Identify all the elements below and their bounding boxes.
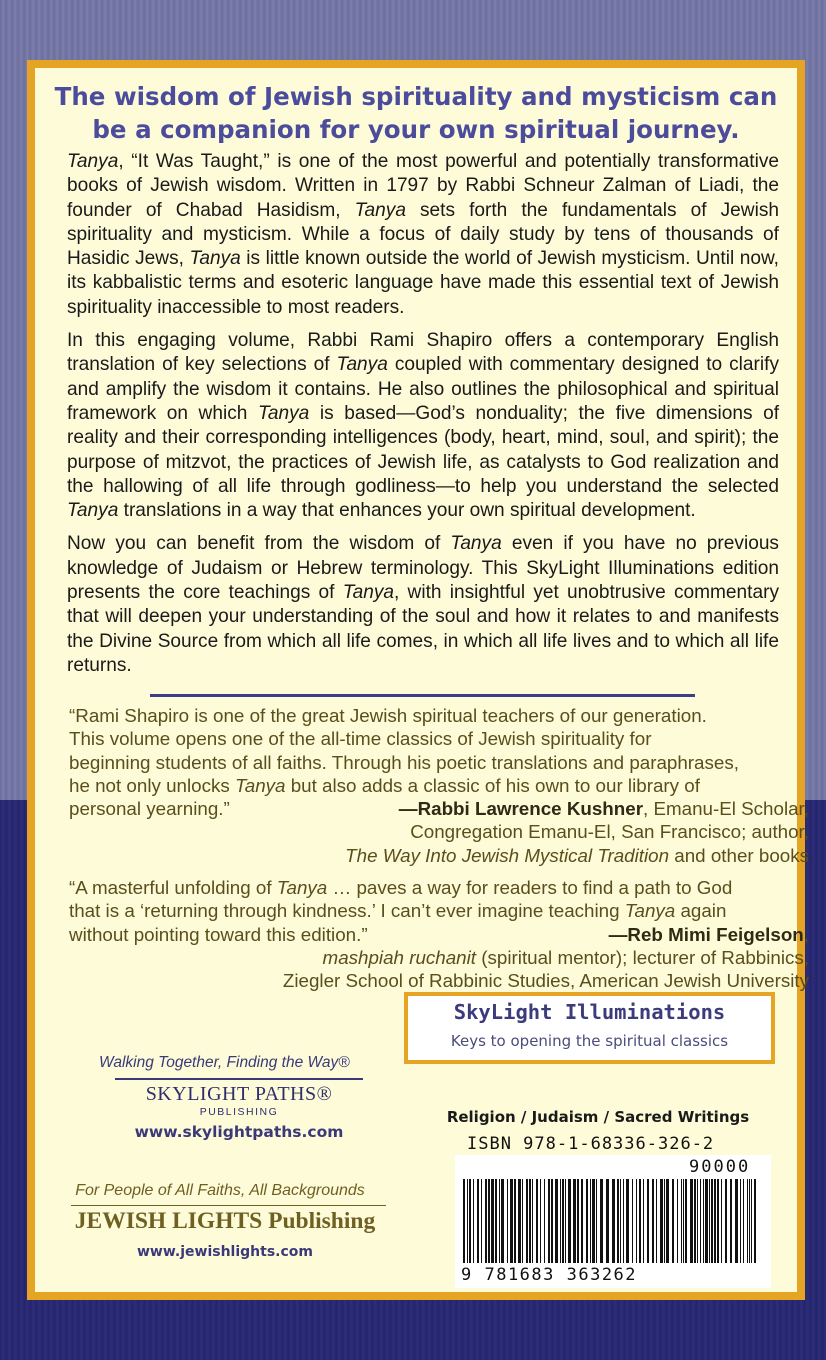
cover-panel	[27, 60, 809, 1300]
barcode-bar	[666, 1179, 669, 1263]
barcode-bar	[544, 1179, 545, 1263]
barcode-bar	[526, 1179, 528, 1263]
barcode-digits: 9 781683 363262	[461, 1265, 638, 1285]
series-logo-box	[404, 992, 775, 1064]
book-title: Tanya	[450, 533, 502, 555]
barcode-bar	[612, 1179, 615, 1263]
book-title: Tanya	[257, 402, 310, 424]
jewish-lights-logo: JEWISH LIGHTS Publishing	[74, 1208, 376, 1234]
book-title: Tanya	[67, 151, 119, 172]
barcode-bar	[705, 1179, 708, 1263]
barcode-price-code: 90000	[689, 1157, 751, 1177]
barcode-bar	[636, 1179, 637, 1263]
book-title: Tanya	[342, 582, 395, 604]
skylight-paths-logo: SKYLIGHT PATHS®	[145, 1083, 333, 1105]
barcode-bar	[620, 1179, 621, 1263]
endorser-attribution: —Rabbi Lawrence Kushner, Emanu-El Scholar,	[398, 798, 809, 820]
barcode-bar	[540, 1179, 541, 1263]
endorsement-feigelson: “A masterful unfolding of Tanya … paves a way for readers to find a path to God that is a ‘returning through kindness.’ I can’t ever imagine teaching Tanya again without pointing toward this edition.” —Reb Mimi Feigelson, mashpiah ruchanit (spiritual mentor); lecturer of Rabbinics, Ziegler School of Rabbinic Studies, American Jewish University	[69, 877, 809, 992]
barcode-bar	[551, 1179, 553, 1263]
barcode-bar	[647, 1179, 649, 1263]
barcode-bar	[709, 1179, 710, 1263]
barcode-bar	[606, 1179, 609, 1263]
barcode-bar	[565, 1179, 566, 1263]
barcode-bar	[548, 1179, 550, 1263]
barcode-bar	[656, 1179, 657, 1263]
barcode-bar	[488, 1179, 490, 1263]
barcode-bar	[711, 1179, 713, 1263]
barcode-bar	[536, 1179, 538, 1263]
barcode-bar	[577, 1179, 579, 1263]
barcode-bar	[529, 1179, 531, 1263]
barcode-bar	[694, 1179, 696, 1263]
barcode-bar	[672, 1179, 674, 1263]
headline	[35, 80, 797, 146]
barcode-bar	[518, 1179, 521, 1263]
barcode-bar	[522, 1179, 523, 1263]
barcode-bar	[664, 1179, 665, 1263]
series-title: SkyLight Illuminations	[453, 1000, 726, 1024]
barcode-bar	[743, 1179, 744, 1263]
barcode-bar	[660, 1179, 663, 1263]
barcode-bar	[632, 1179, 633, 1263]
barcode-bar	[677, 1179, 678, 1263]
barcode-bar	[730, 1179, 732, 1263]
barcode-bar	[491, 1179, 494, 1263]
barcode-bar	[717, 1179, 719, 1263]
endorsement-kushner: “Rami Shapiro is one of the great Jewish spiritual teachers of our generation. This volume opens one of the all-time classics of Jewish spirituality for beginning students of all faiths. Through his poetic translations and paraphrases, he not only unlocks Tanya but also adds a classic of his own to our library of personal yearning.” —Rabbi Lawrence Kushner, Emanu-El Scholar, Congregation Emanu-El, San Francisco; author, The Way Into Jewish Mystical Tradition and other books	[69, 705, 809, 866]
endorser-name: Reb Mimi Feigelson	[627, 923, 804, 945]
isbn-text: ISBN 978-1-68336-326-2	[467, 1134, 715, 1154]
barcode-bar	[740, 1179, 741, 1263]
barcode-bar	[685, 1179, 687, 1263]
barcode-bar	[568, 1179, 571, 1263]
barcode-bar	[590, 1179, 591, 1263]
barcode-bar	[495, 1179, 497, 1263]
barcode-bar	[747, 1179, 748, 1263]
barcode-bar	[725, 1179, 727, 1263]
barcode-bar	[507, 1179, 508, 1263]
barcode-bar	[473, 1179, 474, 1263]
description-paragraph-1: Tanya, “It Was Taught,” is one of the most powerful and potentially transformative books of Jewish wisdom. Written in 1797 by Rabbi Schneur Zalman of Liadi, the founder of Chabad Hasidism, Tanya sets forth the fundamentals of Jewish spirituality and mysticism. While a focus of daily study by tens of thousands of Hasidic Jews, Tanya is little known outside the world of Jewish mysticism. Until now, its kabbalistic terms and esoteric language have made this essential text of Jewish spirituality inaccessible to most readers.	[67, 151, 779, 318]
barcode-bar	[681, 1179, 682, 1263]
barcode-bar	[749, 1179, 750, 1263]
barcode-bar	[532, 1179, 533, 1263]
barcode-bar	[639, 1179, 641, 1263]
barcode-bar	[469, 1179, 471, 1263]
barcode-bar	[721, 1179, 722, 1263]
series-subtitle: Keys to opening the spiritual classics	[450, 1032, 729, 1050]
barcode-bar	[703, 1179, 704, 1263]
jewish-lights-rule	[71, 1205, 386, 1206]
skylight-tagline: Walking Together, Finding the Way®	[99, 1054, 350, 1071]
description-paragraph-3: Now you can benefit from the wisdom of Tanya even if you have no previous knowledge of Judaism or Hebrew terminology. This SkyLight Illuminations edition presents the core teachings of Tanya, with insightful yet unobtrusive commentary that will deepen your understanding of the soul and how it relates to and manifests the Divine Source from which all life comes, in which all life lives and to which all life returns.	[67, 533, 779, 676]
barcode-bar	[467, 1179, 468, 1263]
book-title: Tanya	[67, 500, 119, 522]
barcode-bar	[683, 1179, 684, 1263]
barcode-bar	[735, 1179, 738, 1263]
barcode-bar	[581, 1179, 583, 1263]
jewish-lights-tagline: For People of All Faiths, All Backgrounds	[75, 1182, 365, 1199]
barcode-bar	[463, 1179, 465, 1263]
barcode-bar	[481, 1179, 482, 1263]
barcode-bar	[697, 1179, 698, 1263]
barcode-bar	[573, 1179, 576, 1263]
endorser-attribution: —Reb Mimi Feigelson,	[608, 923, 809, 945]
barcode-bar	[600, 1179, 603, 1263]
book-title: Tanya	[189, 248, 241, 270]
book-description	[67, 150, 779, 687]
book-title: Tanya	[336, 354, 388, 376]
barcode-bar	[592, 1179, 595, 1263]
barcode-bar	[652, 1179, 654, 1263]
barcode-bar	[555, 1179, 558, 1263]
barcode-bar	[501, 1179, 504, 1263]
barcode-bar	[754, 1179, 756, 1263]
barcode-bar	[485, 1179, 487, 1263]
barcode-bar	[514, 1179, 516, 1263]
barcode-bar	[623, 1179, 624, 1263]
barcode-bar	[714, 1179, 716, 1263]
description-paragraph-2: In this engaging volume, Rabbi Rami Shapiro offers a contemporary English translation of key selections of Tanya coupled with commentary designed to clarify and amplify the wisdom it contains. He also outlines the philosophical and spiritual framework on which Tanya is based—God’s nonduality; the five dimensions of reality and their corresponding intelligences (body, heart, mind, soul, and spirit); the purpose of mitzvot, the practices of Jewish life, as catalysts to God realization and the hallowing of all life through godliness—to help you understand the selected Tanya translations in a way that enhances your own spiritual development.	[67, 330, 780, 522]
barcode-bar	[562, 1179, 564, 1263]
referenced-book: The Way Into Jewish Mystical Tradition	[345, 844, 670, 866]
barcode-bar	[586, 1179, 588, 1263]
headline-line-1: The wisdom of Jewish spirituality and mysticism can	[54, 82, 778, 111]
skylight-publishing-label: PUBLISHING	[199, 1106, 279, 1118]
headline-line-2: be a companion for your own spiritual journey.	[92, 115, 740, 144]
barcode-bar	[690, 1179, 693, 1263]
category-label: Religion / Judaism / Sacred Writings	[446, 1108, 750, 1126]
barcode-bar	[510, 1179, 513, 1263]
barcode-bar	[596, 1179, 597, 1263]
barcode-bar	[700, 1179, 701, 1263]
barcode	[455, 1155, 771, 1288]
barcode-bar	[499, 1179, 500, 1263]
endorser-name: Rabbi Lawrence Kushner	[417, 798, 644, 820]
barcode-bar	[617, 1179, 619, 1263]
section-divider	[150, 694, 695, 697]
barcode-bar	[477, 1179, 479, 1263]
barcode-bar	[560, 1179, 561, 1263]
jewish-lights-url: www.jewishlights.com	[137, 1244, 313, 1260]
book-title: Tanya	[354, 199, 406, 221]
barcode-bar	[751, 1179, 752, 1263]
barcode-bar	[643, 1179, 644, 1263]
barcode-bar	[626, 1179, 629, 1263]
skylight-url: www.skylightpaths.com	[134, 1123, 344, 1141]
tagline-rule	[115, 1078, 363, 1080]
